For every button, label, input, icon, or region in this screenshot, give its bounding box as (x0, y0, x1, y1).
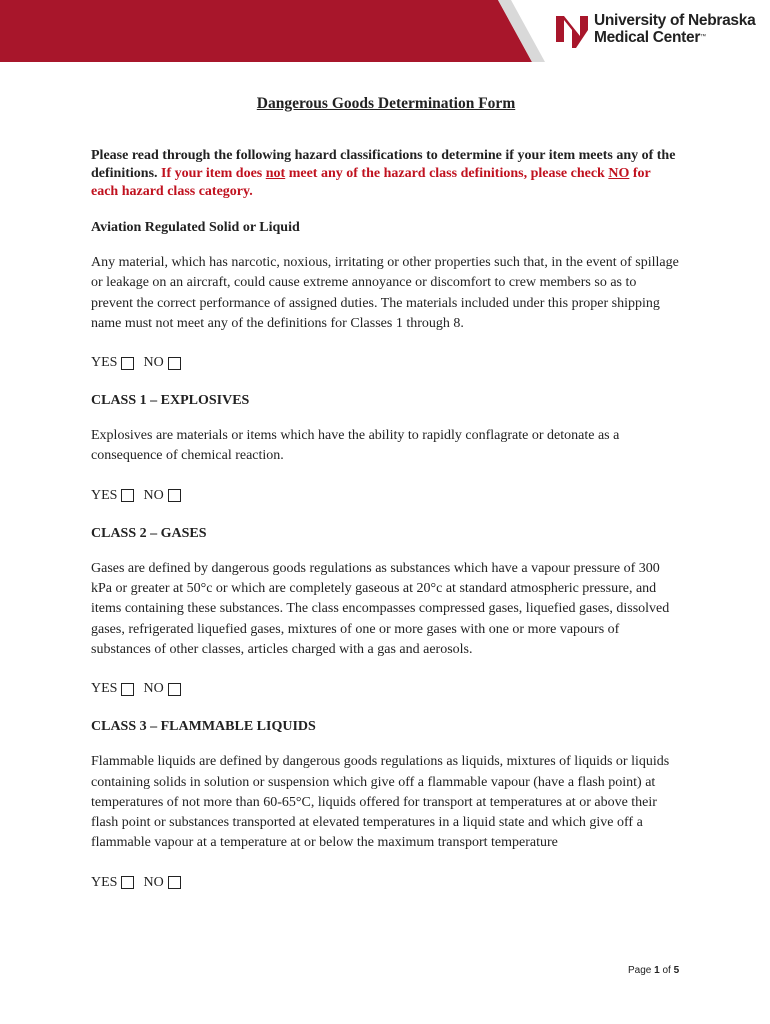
total-pages: 5 (673, 965, 680, 976)
yes-no-aviation (91, 354, 681, 372)
yes-no-class3 (91, 874, 681, 892)
warning-no: NO (608, 166, 630, 181)
intro-warning (91, 166, 650, 199)
warning-text-2: meet any of the hazard class definitions, please check (285, 166, 609, 181)
current-page: 1 (654, 965, 660, 976)
intro-text: Please read through the following hazard classifications to determine if your item meets any of the definitions (91, 148, 676, 181)
unmc-n-logo-icon (554, 12, 590, 48)
header-banner (0, 0, 770, 62)
document-body (91, 94, 681, 912)
unmc-logo-text (594, 12, 755, 46)
section-heading-class3: CLASS 3 – FLAMMABLE LIQUIDS (91, 719, 316, 735)
yes-label: YES (91, 355, 118, 371)
yes-label: YES (91, 874, 118, 890)
yes-label: YES (91, 487, 118, 503)
warning-not: not (265, 166, 286, 181)
no-label: NO (143, 355, 164, 371)
warning-text-1: If your item does (161, 166, 266, 181)
section-text-aviation: Any material, which has narcotic, noxious, irritating or other properties such that, in the event of spillage or leakage on an aircraft, could cause extreme annoyance or discomfort to crew members so as to prevent the correct performance of assigned duties. The materials included under this proper shipping name must not meet any of the definitions for Classes 1 through 8. (91, 255, 679, 331)
yes-checkbox-class2[interactable] (121, 683, 134, 696)
page-word: Page (628, 965, 652, 976)
intro-punct: . (154, 166, 162, 181)
yes-no-class2 (91, 680, 681, 698)
yes-checkbox-class3[interactable] (121, 876, 134, 889)
of-word: of (662, 965, 671, 976)
yes-label: YES (91, 681, 118, 697)
section-heading-class2: CLASS 2 – GASES (91, 525, 207, 541)
section-heading-class1: CLASS 1 – EXPLOSIVES (91, 393, 250, 409)
no-label: NO (143, 874, 164, 890)
yes-checkbox-aviation[interactable] (121, 357, 134, 370)
no-checkbox-class3[interactable] (168, 876, 181, 889)
no-checkbox-class2[interactable] (168, 683, 181, 696)
yes-no-class1 (91, 487, 681, 505)
no-label: NO (143, 681, 164, 697)
section-heading-aviation: Aviation Regulated Solid or Liquid (91, 220, 300, 235)
logo-line-1: University of Nebraska (594, 12, 756, 29)
section-text-class1: Explosives are materials or items which have the ability to rapidly conflagrate or detonate as a consequence of chemical reaction. (91, 428, 620, 464)
page-number (628, 965, 679, 976)
yes-checkbox-class1[interactable] (121, 489, 134, 502)
no-checkbox-aviation[interactable] (168, 357, 181, 370)
section-text-class3: Flammable liquids are defined by dangerous goods regulations as liquids, mixtures of liquids or liquids containing solids in solution or suspension which give off a flammable vapour (have a flash point) at temperatures of not more than 60-65°C, liquids offered for transport at temperatures at or above their flash point or substances transported at elevated temperatures in a liquid state and which give off a flammable vapour at a temperature at or below the maximum transport temperature (91, 754, 670, 851)
logo-trademark: ™ (700, 34, 706, 40)
no-label: NO (143, 487, 164, 503)
no-checkbox-class1[interactable] (168, 489, 181, 502)
section-text-class2: Gases are defined by dangerous goods regulations as substances which have a vapour pressure of 300 kPa or greater at 50°c or which are completely gaseous at 20°c at standard atmospheric pressure, and items containing these substances. The class encompasses compressed gases, liquefied gases, dissolved gases, refrigerated liquefied gases, mixtures of one or more gases with one or more vapours of substances of other classes, articles charged with a gas and aerosols. (91, 560, 670, 657)
warning-text-3: for each hazard class category. (91, 166, 651, 199)
page-title: Dangerous Goods Determination Form (256, 95, 516, 112)
logo-line-2: Medical Center (594, 29, 701, 46)
intro-instructions (91, 147, 681, 201)
